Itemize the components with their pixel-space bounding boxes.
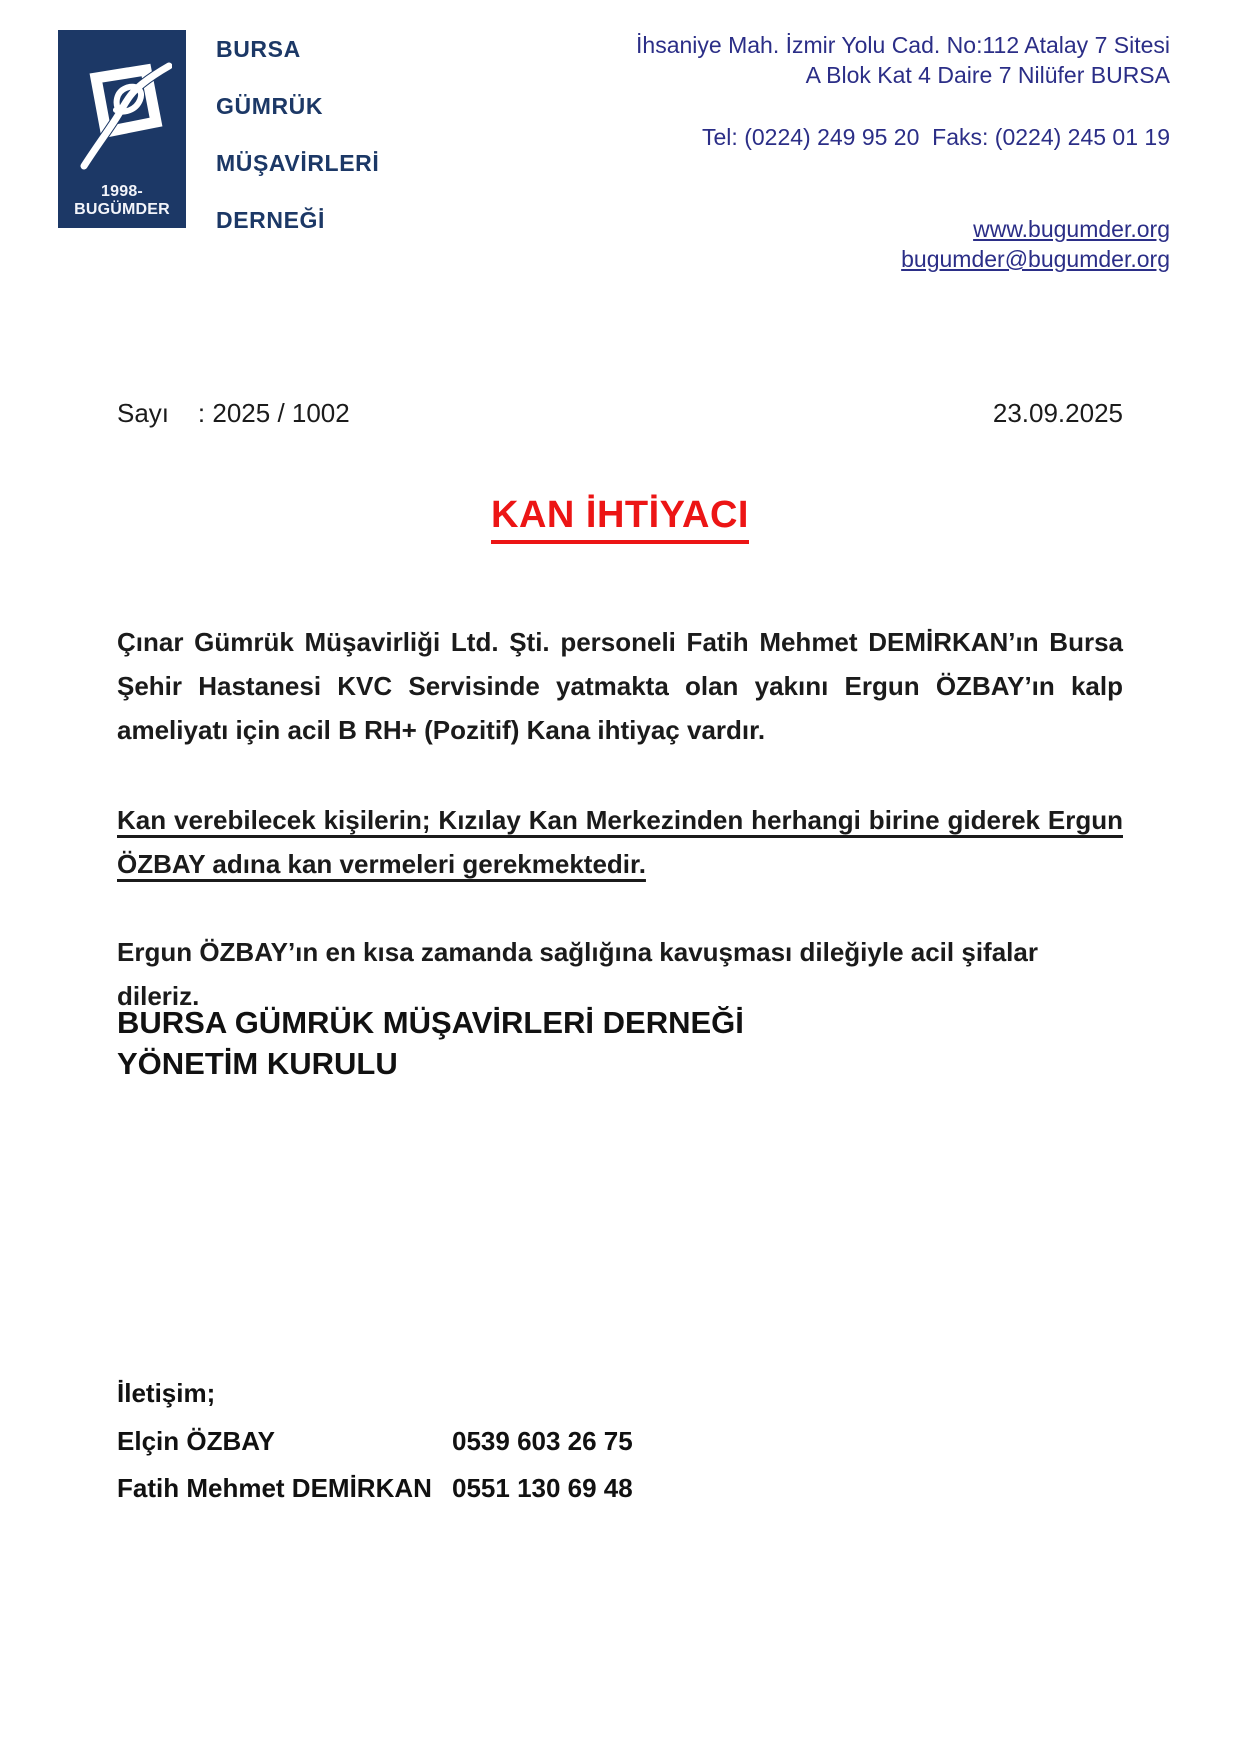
- contact-section: [117, 1378, 1123, 1520]
- org-name-line: MÜŞAVİRLERİ: [216, 150, 380, 176]
- address-line-1: İhsaniye Mah. İzmir Yolu Cad. No:112 Atalay 7 Sitesi: [636, 32, 1170, 58]
- paragraph-line: ÖZBAY adına kan vermeleri gerekmektedir.: [117, 849, 646, 879]
- address-line-2: A Blok Kat 4 Daire 7 Nilüfer BURSA: [805, 62, 1170, 88]
- organization-name: [216, 38, 379, 266]
- org-name-line: BURSA: [216, 36, 301, 62]
- signature-block: [117, 1002, 1123, 1084]
- contact-name: Elçin ÖZBAY: [117, 1426, 275, 1456]
- contact-row: [117, 1426, 1123, 1456]
- letter-date: 23.09.2025: [992, 398, 1123, 428]
- org-name-line: DERNEĞİ: [216, 207, 325, 233]
- paragraph-line: Şehir Hastanesi KVC Servisinde yatmakta olan yakını Ergun ÖZBAY’ın kalp: [117, 671, 1123, 701]
- contact-name: Fatih Mehmet DEMİRKAN: [117, 1473, 432, 1503]
- reference-number: [117, 398, 350, 428]
- phone-fax-line: Tel: (0224) 249 95 20 Faks: (0224) 245 01 19: [702, 124, 1170, 150]
- website-link[interactable]: www.bugumder.org: [973, 216, 1170, 242]
- reference-label: Sayı :: [117, 398, 213, 428]
- reference-row: [117, 398, 1123, 428]
- paragraph-blood-need: [117, 620, 1123, 752]
- email-link[interactable]: bugumder@bugumder.org: [901, 246, 1170, 272]
- paragraph-donation-instructions: [117, 798, 1123, 886]
- contact-row: [117, 1473, 1123, 1503]
- signature-board: YÖNETİM KURULU: [117, 1046, 398, 1081]
- org-name-line: GÜMRÜK: [216, 93, 324, 119]
- contact-phone: 0551 130 69 48: [452, 1473, 633, 1503]
- bugumder-logo: [58, 30, 186, 228]
- page-title: KAN İHTİYACI: [491, 494, 749, 544]
- reference-value: 2025 / 1002: [212, 398, 350, 428]
- title-container: [117, 494, 1123, 544]
- logo-year-label: 1998-BUGÜMDER: [74, 183, 170, 218]
- paragraph-line: Çınar Gümrük Müşavirliği Ltd. Şti. personeli Fatih Mehmet DEMİRKAN’ın Bursa: [117, 627, 1123, 657]
- contact-heading: İletişim;: [117, 1378, 216, 1408]
- paragraph-line: Kan verebilecek kişilerin; Kızılay Kan Merkezinden herhangi birine giderek Ergun: [117, 805, 1123, 835]
- bugumder-emblem-icon: [72, 48, 172, 188]
- signature-organization: BURSA GÜMRÜK MÜŞAVİRLERİ DERNEĞİ: [117, 1005, 744, 1040]
- contact-phone: 0539 603 26 75: [452, 1426, 633, 1456]
- paragraph-wishes: Ergun ÖZBAY’ın en kısa zamanda sağlığına kavuşması dileğiyle acil şifalar dileriz.: [117, 937, 1038, 1011]
- paragraph-line: ameliyatı için acil B RH+ (Pozitif) Kana ihtiyaç vardır.: [117, 715, 766, 745]
